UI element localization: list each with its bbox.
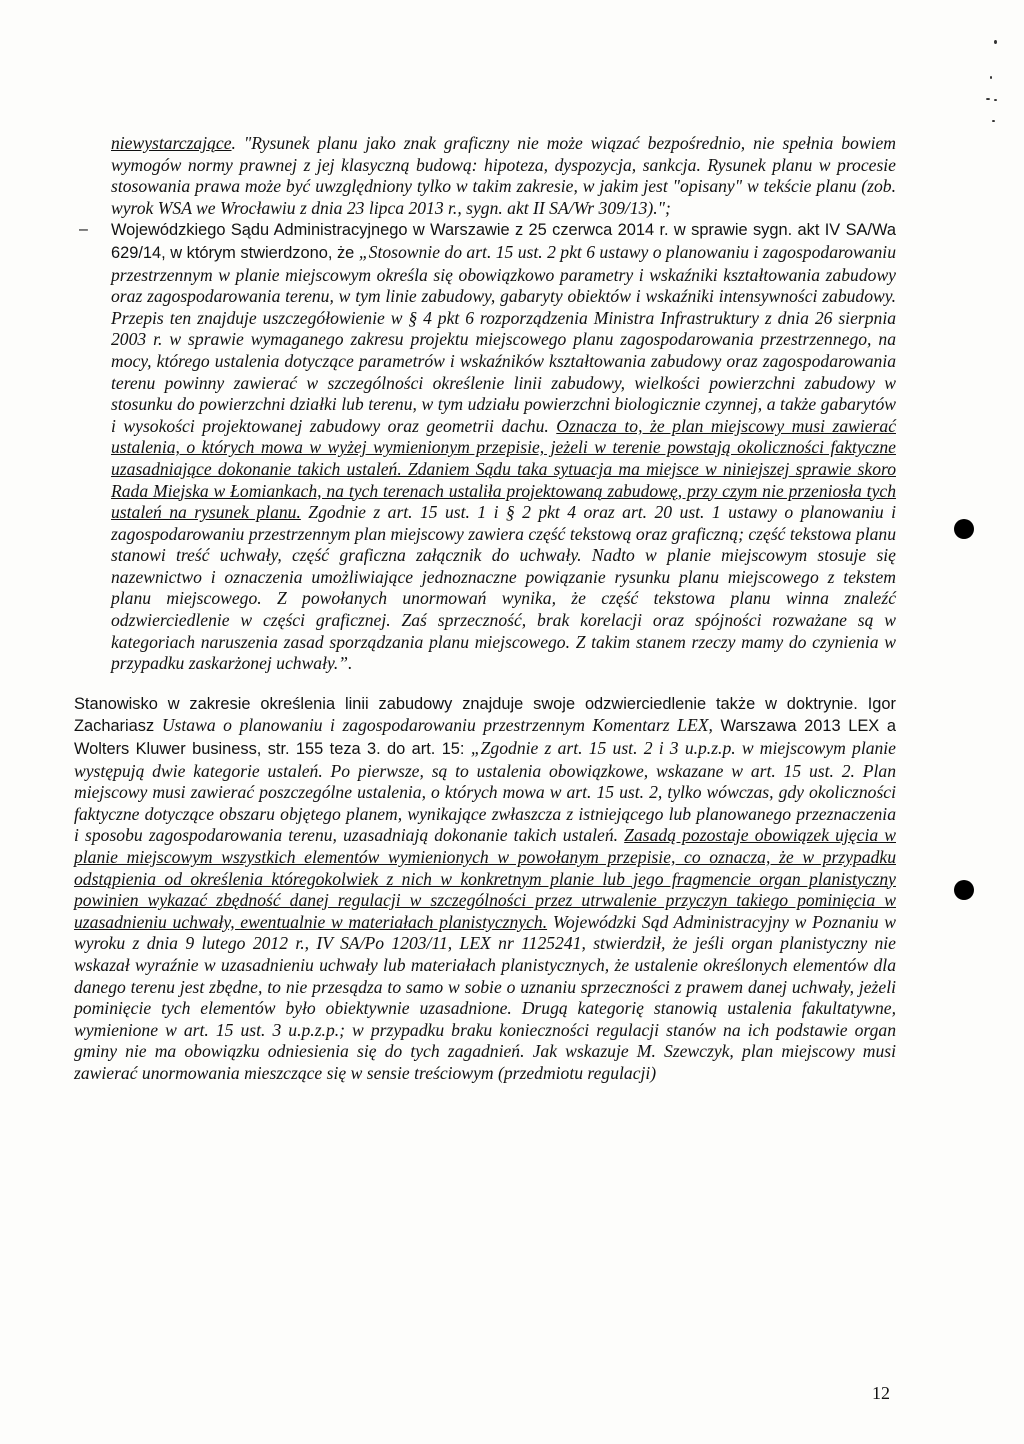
page-number: 12 [872,1383,890,1403]
scan-artifacts [980,20,1010,130]
quote-continuation [111,133,896,219]
doctrine-paragraph [74,693,896,1085]
judgment-list-item [79,219,896,674]
punch-hole-upper [954,519,974,539]
judgment-intro: Wojewódzkiego Sądu Administracyjnego w Warszawie z 25 czerwca 2014 r. w sprawie sygn. akt IV SA/Wa 629/14, w którym stwierdzono, że [111,221,896,262]
commentary-title: Ustawa o planowaniu i zagospodarowaniu przestrzennym Komentarz LEX, [161,715,713,736]
commentary-quote-end: Wojewódzki Sąd Administracyjny w Poznaniu w wyroku z dnia 9 lutego 2012 r., IV SA/Po 1203/11, LEX nr 1125241, stwierdził, że jeśli organ planistyczny nie wskazał wyraźnie w uzasadnieniu uchwały lub materiałach planistycznych, że ustalenie określonych elementów dla danego terenu jest zbędne, to nie przesądza to samo w sobie o uznaniu sprzeczności z prawem danej uchwały, jeżeli pominięcie tych elementów było obiektywnie uzasadnione. Drugą kategorię stanowią ustalenia fakultatywne, wymienione w art. 15 ust. 3 u.p.z.p.; w przypadku braku konieczności regulacji stanów na ich podstawie organ gminy nie ma obowiązku odniesienia się do tych zagadnień. Jak wskazuje M. Szewczyk, plan miejscowy musi zawierać unormowania mieszczące się w sensie treściowym (przedmiotu regulacji) [74,911,896,1083]
commentary-quote: „Zgodnie z art. 15 ust. 2 i 3 u.p.z.p. w miejscowym planie występują dwie kategorie ustaleń. Po pierwsze, są to ustalenia obowiązkowe, wskazane w art. 15 ust. 2. Plan miejscowy musi zawierać poszczególne ustalenia, o których mowa w art. 15 ust. 2, tylko wówczas, gdy okoliczności faktyczne dotyczące obszaru objętego planem, wynikające zwłaszcza z istniejącego lub planowanego przeznaczenia i sposobu zagospodarowania terenu, uzasadniają dokonanie takich ustaleń. [74,738,896,846]
judgment-quote: „Stosownie do art. 15 ust. 2 pkt 6 ustawy o planowaniu i zagospodarowaniu przestrzennym w planie miejscowym określa się obowiązkowo parametry i wskaźniki kształtowania zabudowy oraz zagospodarowania terenu, w tym linie zabudowy, gabaryty obiektów i wskaźniki intensywności zabudowy. Przepis ten znajduje uszczegółowienie w § 4 pkt 6 rozporządzenia Ministra Infrastruktury z dnia 26 sierpnia 2003 r. w sprawie wymaganego zakresu projektu miejscowego planu zagospodarowania przestrzennego, na mocy, którego ustalenia dotyczące parametrów i wskaźników kształtowania zabudowy oraz zagospodarowania terenu powinny zawierać w szczególności określenie linii zabudowy, wielkości powierzchni zabudowy w stosunku do powierzchni działki lub terenu, w tym udziału powierzchni biologicznie czynnej, a także gabarytów i wysokości projektowanej zabudowy oraz geometrii dachu. [111,241,896,436]
list-dash: – [79,221,88,239]
commentary-quote-underlined: Zasadą pozostaje obowiązek ujęcia w planie miejscowym wszystkich elementów wymienionych w powołanym przepisie, co oznacza, że w przypadku odstąpienia od określenia któregokolwiek z nich w konkretnym planie lub jego fragmencie organ planistyczny powinien wykazać zbędność danej regulacji w szczególności przez utrwalenie przyczyn takiego pominięcia w uzasadnieniu uchwały, ewentualnie w materiałach planistycznych. [74,825,896,932]
judgment-quote-underlined: Oznacza to, że plan miejscowy musi zawierać ustalenia, o których mowa w wyżej wymienionym przepisie, jeżeli w terenie powstają okoliczności faktyczne uzasadniające dokonanie takich ustaleń. Zdaniem Sądu taka sytuacja ma miejsce w niniejszej sprawie skoro Rada Miejska w Łomiankach, na tych terenach ustaliła projektowaną zabudowę, przy czym nie przeniosła tych ustaleń na rysunek planu. [111,415,896,523]
page-content [74,133,897,1085]
commentary-citation: Warszawa 2013 LEX a Wolters Kluwer business, str. 155 teza 3. do art. 15: [74,717,897,759]
judgment-quote-end: Zgodnie z art. 15 ust. 1 i § 2 pkt 4 oraz art. 20 ust. 1 ustawy o planowaniu i zagospodarowaniu przestrzennym plan miejscowy zawiera część tekstową oraz graficzną; część tekstowa planu stanowi treść uchwały, część graficzna załącznik do uchwały. Nadto w planie miejscowym stosuje się nazewnictwo i oznaczenia umożliwiające jednoznaczne powiązanie rysunku planu miejscowego z tekstem planu miejscowego. Z powołanych unormowań wynika, że część tekstowa planu winna znaleźć odzwierciedlenie w części graficznej. Zaś sprzeczność, brak korelacji oraz spójności rozważane są w kategoriach naruszenia zasad sporządzania planu miejscowego. Z takim stanem rzeczy mamy do czynienia w przypadku zaskarżonej uchwały.”. [111,502,896,674]
doctrine-intro: Stanowisko w zakresie określenia linii zabudowy znajduje swoje odzwierciedlenie także w doktrynie. Igor Zachariasz [74,694,896,736]
quote-text: . "Rysunek planu jako znak graficzny nie może wiązać bezpośrednio, nie spełnia bowiem wymogów normy prawnej z jej klasyczną budową: hipoteza, dyspozycja, sankcja. Rysunek planu w procesie stosowania prawa może być uwzględniony tylko w takim zakresie, w jakim jest "opisany" w tekście planu (zob. wyrok WSA we Wrocławiu z dnia 23 lipca 2013 r., sygn. akt II SA/Wr 309/13)."; [111,133,896,218]
underlined-fragment: niewystarczające [111,133,232,153]
punch-hole-lower [954,880,974,900]
